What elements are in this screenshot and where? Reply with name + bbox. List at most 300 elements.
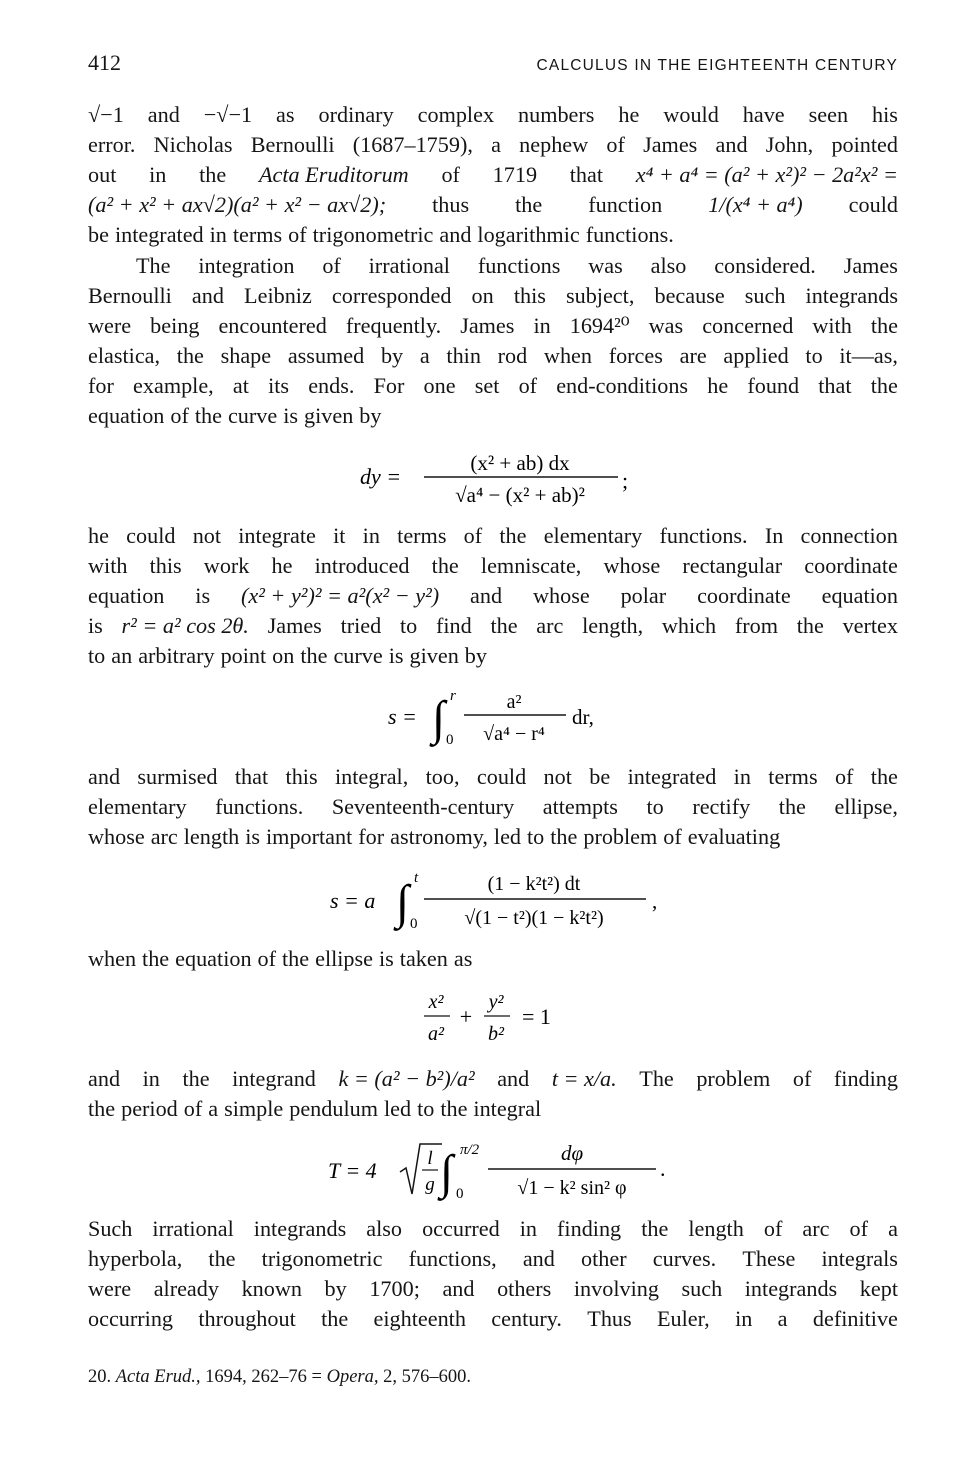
word: the — [870, 764, 898, 789]
eq2-numerator: a² — [506, 691, 522, 713]
word: The — [639, 1066, 674, 1091]
word: x⁴ + a⁴ = (a² + x²)² − 2a²x² = — [635, 162, 898, 187]
word: rectangular — [682, 553, 783, 578]
word: of — [441, 162, 460, 187]
integral-sign-icon: ∫ — [440, 1146, 454, 1199]
word: for — [358, 824, 385, 849]
word: of — [792, 1066, 812, 1091]
text-line — [88, 190, 898, 220]
text-line — [88, 1274, 898, 1304]
eq1-denominator: √a⁴ − (x² + ab)² — [455, 483, 585, 507]
word: with — [88, 553, 128, 578]
word: integrate — [238, 523, 316, 548]
word: already — [153, 1276, 219, 1301]
word: the — [641, 1216, 669, 1241]
word: work — [203, 553, 250, 578]
text-line — [88, 1244, 898, 1274]
equation-ellipse-arc — [0, 864, 980, 944]
word: irrational — [368, 253, 450, 278]
word: Seventeenth-century — [331, 794, 515, 819]
word: its — [268, 373, 290, 398]
word: the — [88, 1096, 116, 1121]
word: to — [646, 794, 664, 819]
word: Acta Eruditorum — [258, 162, 409, 187]
text-line — [88, 792, 898, 822]
eq4-rhs: = 1 — [522, 1004, 551, 1029]
equation-lemniscate-arc — [0, 682, 980, 760]
word: to — [527, 824, 545, 849]
word: others — [497, 1276, 552, 1301]
word: 1694²⁰ — [569, 313, 630, 338]
word: subject, — [565, 283, 635, 308]
word: the — [796, 613, 824, 638]
word: important — [266, 824, 353, 849]
word: that — [569, 162, 604, 187]
word: In — [764, 523, 784, 548]
word: frequently. — [345, 313, 442, 338]
word: integrands — [253, 1216, 347, 1241]
word: and — [522, 1246, 555, 1271]
word: found — [747, 373, 800, 398]
text-line — [88, 581, 898, 611]
word: terms — [397, 523, 447, 548]
word: and — [88, 764, 121, 789]
word: throughout — [198, 1306, 296, 1331]
word: of — [834, 764, 854, 789]
word: the — [142, 946, 170, 971]
word: he — [618, 102, 640, 127]
eq5-numerator: dφ — [560, 1141, 584, 1165]
word: integrated — [114, 222, 204, 247]
eq1-numerator: (x² + ab) dx — [470, 451, 570, 475]
eq4-term2-den: b² — [488, 1023, 504, 1045]
word: when — [543, 343, 592, 368]
word: given — [409, 643, 459, 668]
word: example, — [133, 373, 214, 398]
word: finding — [557, 1216, 622, 1241]
word: considered. — [714, 253, 816, 278]
word: of — [288, 222, 307, 247]
word: functions. — [215, 794, 304, 819]
word: could — [476, 764, 527, 789]
eq3-denominator: √(1 − t²)(1 − k²t²) — [464, 907, 604, 929]
word: he — [88, 523, 109, 548]
eq2-tail: dr, — [572, 705, 594, 729]
word: introduced — [314, 553, 410, 578]
text-line — [88, 641, 898, 671]
eq2-lhs: s = — [388, 704, 417, 729]
word: the — [199, 162, 227, 187]
word: elementary — [543, 523, 643, 548]
word: and — [442, 1276, 475, 1301]
word: by — [464, 643, 487, 668]
word: integrals — [821, 1246, 898, 1271]
word: Leibniz — [244, 283, 312, 308]
word: of — [463, 523, 483, 548]
word: integrated — [627, 764, 717, 789]
text-line — [88, 1304, 898, 1334]
word: encountered — [218, 313, 327, 338]
footnote-pages: 2, 576–600. — [383, 1367, 471, 1387]
text-line — [88, 220, 898, 250]
word: integral — [473, 1096, 542, 1121]
word: one — [423, 373, 456, 398]
word: terms — [768, 764, 818, 789]
word: tried — [340, 613, 382, 638]
eq5-lower: 0 — [456, 1186, 464, 1202]
word: in — [362, 523, 380, 548]
word: was — [648, 313, 684, 338]
word: integral, — [334, 764, 409, 789]
eq3-tail: , — [652, 889, 658, 913]
eq1-tail: ; — [622, 468, 629, 493]
word: a — [491, 132, 501, 157]
text-line — [88, 160, 898, 190]
eq4-term2-num: y² — [488, 991, 504, 1013]
word: t = x/a. — [551, 1066, 617, 1091]
word: period — [121, 1096, 178, 1121]
text-line — [88, 130, 898, 160]
word: is — [195, 583, 211, 608]
word: 1719 — [492, 162, 538, 187]
word: in — [142, 1066, 160, 1091]
word: polar — [620, 583, 667, 608]
word: taken — [399, 946, 448, 971]
word: out — [88, 162, 117, 187]
word: integrands — [744, 1276, 838, 1301]
paragraph-7 — [88, 1214, 898, 1334]
word: being — [150, 313, 200, 338]
word: arc — [150, 824, 178, 849]
text-line — [88, 944, 898, 974]
equation-ellipse — [0, 982, 980, 1058]
word: a — [419, 343, 430, 368]
text-line — [88, 611, 898, 641]
word: k = (a² − b²)/a² — [338, 1066, 475, 1091]
word: on — [471, 283, 494, 308]
word: surmised — [137, 764, 218, 789]
paragraph-3 — [88, 521, 898, 671]
word: the — [182, 1066, 210, 1091]
word: concerned — [702, 313, 794, 338]
word: equation — [821, 583, 898, 608]
word: have — [742, 102, 785, 127]
word: he — [271, 553, 293, 578]
word: could — [848, 192, 898, 217]
word: this — [149, 553, 182, 578]
word: given — [304, 403, 354, 428]
word: that — [818, 373, 852, 398]
integral-sign-icon: ∫ — [432, 692, 446, 745]
text-line — [88, 341, 898, 371]
word: the — [490, 613, 518, 638]
word: is — [379, 946, 394, 971]
word: the — [870, 373, 898, 398]
word: connection — [800, 523, 898, 548]
word: Nicholas — [153, 132, 233, 157]
eq5-rad-num: l — [427, 1148, 433, 1169]
word: Thus — [587, 1306, 632, 1331]
word: Euler, — [657, 1306, 710, 1331]
text-line — [88, 100, 898, 130]
word: the — [176, 343, 204, 368]
text-line — [88, 401, 898, 431]
word: to — [805, 343, 823, 368]
eq4-term1-num: x² — [428, 991, 444, 1013]
text-line — [88, 762, 898, 792]
word: for — [88, 373, 114, 398]
word: would — [663, 102, 719, 127]
word: eighteenth — [373, 1306, 466, 1331]
word: integrand — [232, 1066, 316, 1091]
word: to — [417, 1096, 435, 1121]
word: century. — [491, 1306, 562, 1331]
eq2-denominator: √a⁴ − r⁴ — [483, 723, 545, 745]
word: numbers — [518, 102, 595, 127]
word: and — [191, 283, 224, 308]
word: of — [663, 824, 682, 849]
word: could — [126, 523, 176, 548]
integral-sign-icon: ∫ — [396, 876, 410, 929]
word: and — [147, 102, 180, 127]
eq4-plus: + — [459, 1004, 473, 1029]
word: nephew — [519, 132, 589, 157]
word: the — [440, 1096, 468, 1121]
word: occurred — [422, 1216, 500, 1241]
word: These — [742, 1246, 796, 1271]
eq5-upper: π/2 — [460, 1142, 480, 1158]
text-line — [88, 251, 898, 281]
word: trigonometric — [312, 222, 434, 247]
paragraph-2 — [88, 251, 898, 431]
word: corresponded — [331, 283, 452, 308]
word: The — [136, 253, 171, 278]
word: other — [581, 1246, 627, 1271]
word: of — [849, 1216, 869, 1241]
word: to — [399, 613, 418, 638]
word: Such — [88, 1216, 133, 1241]
eq5-rad-den: g — [425, 1174, 435, 1195]
text-line — [88, 281, 898, 311]
word: problem — [583, 824, 658, 849]
text-line — [88, 521, 898, 551]
word: in — [533, 313, 551, 338]
word: rod — [497, 343, 528, 368]
word: such — [681, 1276, 723, 1301]
word: be — [88, 222, 109, 247]
word: as — [453, 946, 473, 971]
word: arc — [802, 1216, 830, 1241]
word: coordinate — [804, 553, 898, 578]
word: the — [778, 794, 806, 819]
word: whose — [603, 553, 661, 578]
word: not — [192, 523, 222, 548]
word: forces — [608, 343, 663, 368]
word: −√−1 — [203, 102, 253, 127]
footnote-source: Acta Erud., — [115, 1367, 201, 1387]
word: of — [763, 1216, 783, 1241]
word: and — [88, 1066, 121, 1091]
eq1-lhs: dy = — [360, 464, 402, 489]
word: James — [460, 313, 515, 338]
word: 1/(x⁴ + a⁴) — [708, 192, 803, 217]
word: in — [149, 162, 167, 187]
word: (1687–1759), — [352, 132, 473, 157]
word: evaluating — [687, 824, 781, 849]
word: trigonometric — [261, 1246, 383, 1271]
word: Bernoulli — [250, 132, 335, 157]
text-line — [88, 551, 898, 581]
word: arc — [536, 613, 564, 638]
word: in — [209, 222, 227, 247]
word: James — [267, 613, 322, 638]
word: whose — [88, 824, 145, 849]
word: is — [388, 643, 404, 668]
word: problem — [696, 1066, 771, 1091]
word: Bernoulli — [88, 283, 172, 308]
word: logarithmic — [477, 222, 580, 247]
word: ordinary — [318, 102, 394, 127]
word: seen — [808, 102, 849, 127]
word: James — [643, 132, 698, 157]
eq4-term1-den: a² — [428, 1023, 444, 1045]
word: end-conditions — [556, 373, 689, 398]
word: an — [111, 643, 133, 668]
word: in — [519, 1216, 537, 1241]
word: equation — [175, 946, 252, 971]
word: thin — [446, 343, 481, 368]
word: he — [707, 373, 729, 398]
word: √−1 — [88, 102, 124, 127]
word: (x² + y²)² = a²(x² − y²) — [241, 583, 440, 608]
word: rectify — [692, 794, 751, 819]
word: finding — [833, 1066, 898, 1091]
word: attempts — [542, 794, 618, 819]
word: is — [88, 613, 103, 638]
word: find — [435, 613, 472, 638]
word: ellipse, — [834, 794, 898, 819]
word: integrands — [805, 283, 898, 308]
word: the — [321, 1306, 349, 1331]
word: in — [733, 764, 751, 789]
word: it—as, — [839, 343, 898, 368]
word: are — [679, 343, 707, 368]
word: with — [812, 313, 852, 338]
word: a — [888, 1216, 898, 1241]
eq5-lhs: T = 4 — [328, 1158, 377, 1183]
page-number: 412 — [88, 50, 121, 75]
paragraph-4 — [88, 762, 898, 852]
word: shape — [220, 343, 272, 368]
footnote-number: 20. — [88, 1367, 112, 1387]
word: equation — [88, 583, 165, 608]
word: by — [324, 1276, 347, 1301]
word: a — [208, 1096, 219, 1121]
word: and — [470, 583, 503, 608]
word: length, — [582, 613, 644, 638]
word: functions, — [408, 1246, 497, 1271]
word: the — [550, 824, 578, 849]
word: at — [232, 373, 249, 398]
paragraph-6 — [88, 1064, 898, 1124]
word: of — [170, 403, 189, 428]
word: curve — [333, 643, 383, 668]
word: functions. — [659, 523, 748, 548]
word: hyperbola, — [88, 1246, 183, 1271]
word: the — [194, 403, 222, 428]
word: thus — [432, 192, 470, 217]
word: as — [276, 102, 295, 127]
word: functions. — [585, 222, 674, 247]
word: pendulum — [289, 1096, 378, 1121]
word: kept — [859, 1276, 898, 1301]
word: length — [688, 1216, 744, 1241]
word: curve — [227, 403, 278, 428]
word: error. — [88, 132, 136, 157]
eq5-denominator: √1 − k² sin² φ — [517, 1177, 627, 1199]
word: applied — [723, 343, 789, 368]
word: too, — [425, 764, 460, 789]
text-line — [88, 311, 898, 341]
text-line — [88, 1064, 898, 1094]
footnote-ref: 1694, 262–76 = — [205, 1367, 322, 1387]
word: integration — [198, 253, 295, 278]
word: the — [870, 313, 898, 338]
word: r² = a² cos 2θ. — [121, 613, 249, 638]
word: was — [588, 253, 623, 278]
text-line — [88, 1094, 898, 1124]
paragraph-5 — [88, 944, 898, 974]
word: in — [735, 1306, 753, 1331]
running-head: CALCULUS IN THE EIGHTEENTH CENTURY — [536, 57, 898, 74]
eq3-lhs: s = a — [330, 888, 376, 913]
word: equation — [88, 403, 165, 428]
word: on — [272, 643, 295, 668]
word: that — [234, 764, 269, 789]
word: ellipse — [315, 946, 374, 971]
running-header — [88, 50, 898, 76]
word: 1700; — [369, 1276, 420, 1301]
word: to — [88, 643, 106, 668]
word: this — [285, 764, 318, 789]
word: led — [493, 824, 522, 849]
text-line — [88, 1214, 898, 1244]
word: such — [744, 283, 786, 308]
radical-sign-icon — [400, 1144, 442, 1194]
word: were — [88, 1276, 132, 1301]
word: elementary — [88, 794, 187, 819]
word: curves. — [652, 1246, 717, 1271]
eq2-lower: 0 — [446, 732, 454, 748]
eq5-tail: . — [660, 1156, 666, 1181]
word: led — [383, 1096, 412, 1121]
word: complex — [417, 102, 495, 127]
word: a — [777, 1306, 788, 1331]
word: his — [872, 102, 898, 127]
footnote-20 — [88, 1367, 471, 1388]
word: also — [650, 253, 687, 278]
equation-pendulum — [0, 1132, 980, 1214]
word: not — [543, 764, 572, 789]
footnote-opera: Opera, — [326, 1367, 379, 1387]
eq2-upper: r — [450, 688, 456, 704]
word: is — [283, 403, 299, 428]
word: from — [734, 613, 778, 638]
word: function — [588, 192, 663, 217]
word: vertex — [842, 613, 898, 638]
text-line — [88, 371, 898, 401]
word: elastica, — [88, 343, 161, 368]
